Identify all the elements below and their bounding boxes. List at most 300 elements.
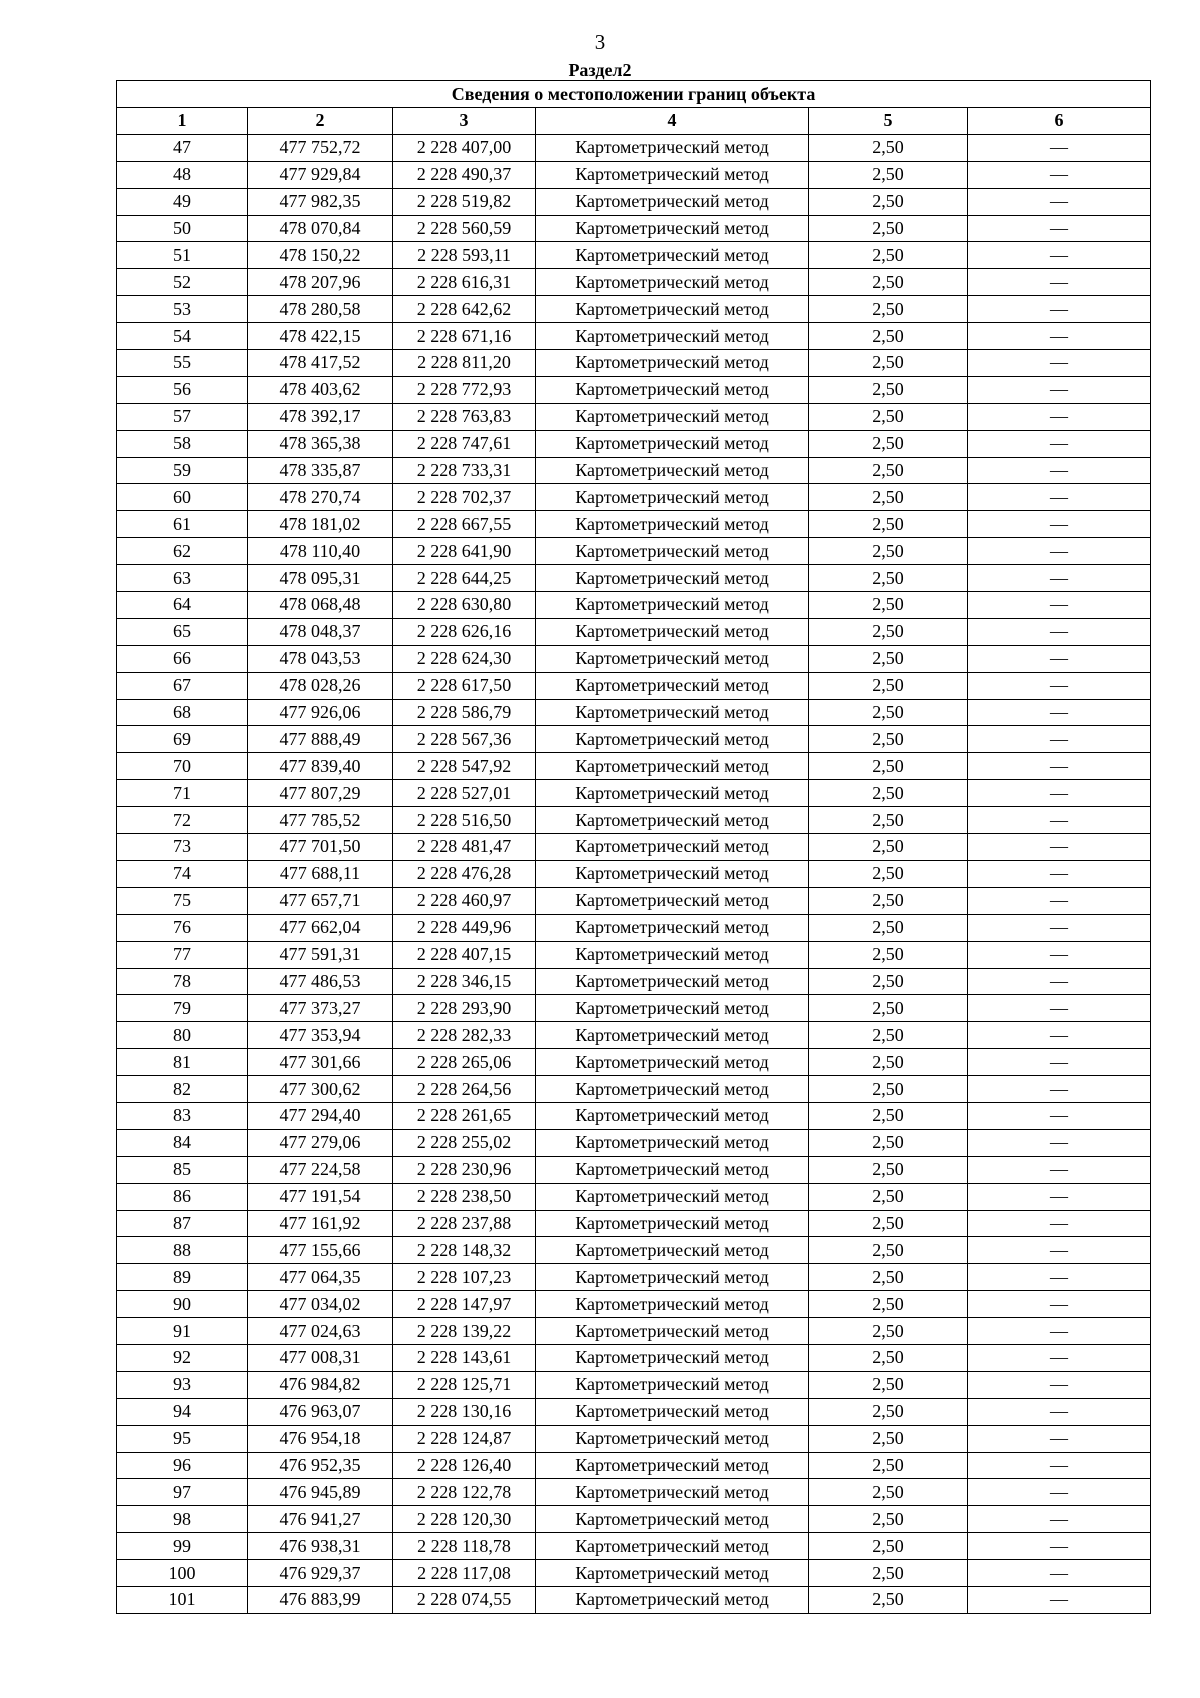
cell-method: Картометрический метод [536, 242, 809, 269]
cell-method: Картометрический метод [536, 565, 809, 592]
cell-point-number: 88 [117, 1237, 248, 1264]
cell-coord-x: 478 181,02 [248, 511, 393, 538]
table-row [117, 995, 1151, 1022]
column-header-1: 1 [117, 108, 248, 135]
cell-coord-y: 2 228 476,28 [393, 860, 536, 887]
cell-point-number: 55 [117, 350, 248, 377]
cell-coord-x: 477 301,66 [248, 1049, 393, 1076]
cell-point-number: 76 [117, 914, 248, 941]
table-row [117, 484, 1151, 511]
table-row [117, 565, 1151, 592]
cell-description: — [968, 1210, 1151, 1237]
cell-method: Картометрический метод [536, 1425, 809, 1452]
cell-description: — [968, 484, 1151, 511]
cell-accuracy: 2,50 [809, 726, 968, 753]
table-body [117, 134, 1151, 1613]
cell-method: Картометрический метод [536, 538, 809, 565]
cell-coord-y: 2 228 624,30 [393, 645, 536, 672]
cell-coord-x: 477 161,92 [248, 1210, 393, 1237]
table-row [117, 1452, 1151, 1479]
cell-coord-x: 477 034,02 [248, 1291, 393, 1318]
cell-coord-y: 2 228 644,25 [393, 565, 536, 592]
cell-accuracy: 2,50 [809, 484, 968, 511]
cell-coord-y: 2 228 641,90 [393, 538, 536, 565]
column-header-6: 6 [968, 108, 1151, 135]
cell-method: Картометрический метод [536, 1102, 809, 1129]
cell-description: — [968, 995, 1151, 1022]
cell-coord-y: 2 228 567,36 [393, 726, 536, 753]
cell-coord-x: 477 373,27 [248, 995, 393, 1022]
boundary-coordinates-table [116, 80, 1151, 1614]
cell-accuracy: 2,50 [809, 1533, 968, 1560]
column-header-4: 4 [536, 108, 809, 135]
cell-point-number: 66 [117, 645, 248, 672]
table-row [117, 780, 1151, 807]
cell-coord-y: 2 228 139,22 [393, 1318, 536, 1345]
table-row [117, 323, 1151, 350]
section-title: Раздел2 [568, 60, 632, 80]
cell-method: Картометрический метод [536, 1398, 809, 1425]
cell-coord-y: 2 228 237,88 [393, 1210, 536, 1237]
cell-point-number: 89 [117, 1264, 248, 1291]
cell-coord-y: 2 228 143,61 [393, 1344, 536, 1371]
cell-coord-x: 478 280,58 [248, 296, 393, 323]
cell-method: Картометрический метод [536, 1183, 809, 1210]
cell-description: — [968, 457, 1151, 484]
table-row [117, 726, 1151, 753]
cell-description: — [968, 1237, 1151, 1264]
cell-coord-y: 2 228 282,33 [393, 1022, 536, 1049]
cell-coord-x: 478 043,53 [248, 645, 393, 672]
cell-accuracy: 2,50 [809, 565, 968, 592]
cell-accuracy: 2,50 [809, 1425, 968, 1452]
table-row [117, 1076, 1151, 1103]
cell-method: Картометрический метод [536, 726, 809, 753]
table-row [117, 1371, 1151, 1398]
cell-method: Картометрический метод [536, 753, 809, 780]
cell-method: Картометрический метод [536, 269, 809, 296]
cell-point-number: 70 [117, 753, 248, 780]
column-header-row [117, 108, 1151, 135]
cell-coord-y: 2 228 125,71 [393, 1371, 536, 1398]
table-row [117, 1318, 1151, 1345]
table-row [117, 430, 1151, 457]
cell-method: Картометрический метод [536, 1156, 809, 1183]
cell-coord-x: 477 982,35 [248, 188, 393, 215]
cell-method: Картометрический метод [536, 1344, 809, 1371]
cell-description: — [968, 1344, 1151, 1371]
cell-point-number: 81 [117, 1049, 248, 1076]
table-row [117, 296, 1151, 323]
cell-point-number: 65 [117, 618, 248, 645]
cell-description: — [968, 1076, 1151, 1103]
table-row [117, 941, 1151, 968]
cell-coord-y: 2 228 264,56 [393, 1076, 536, 1103]
cell-accuracy: 2,50 [809, 753, 968, 780]
cell-description: — [968, 1156, 1151, 1183]
cell-coord-x: 478 095,31 [248, 565, 393, 592]
cell-coord-y: 2 228 747,61 [393, 430, 536, 457]
cell-accuracy: 2,50 [809, 1129, 968, 1156]
cell-accuracy: 2,50 [809, 780, 968, 807]
table-row [117, 161, 1151, 188]
cell-method: Картометрический метод [536, 134, 809, 161]
table-row [117, 968, 1151, 995]
cell-point-number: 49 [117, 188, 248, 215]
cell-coord-y: 2 228 346,15 [393, 968, 536, 995]
table-row [117, 511, 1151, 538]
table-row [117, 1102, 1151, 1129]
cell-point-number: 51 [117, 242, 248, 269]
cell-method: Картометрический метод [536, 323, 809, 350]
cell-point-number: 93 [117, 1371, 248, 1398]
cell-point-number: 59 [117, 457, 248, 484]
table-row [117, 1022, 1151, 1049]
cell-accuracy: 2,50 [809, 1371, 968, 1398]
cell-accuracy: 2,50 [809, 1237, 968, 1264]
cell-coord-x: 478 110,40 [248, 538, 393, 565]
cell-method: Картометрический метод [536, 1560, 809, 1587]
cell-point-number: 86 [117, 1183, 248, 1210]
table-row [117, 1479, 1151, 1506]
cell-description: — [968, 592, 1151, 619]
cell-coord-x: 476 963,07 [248, 1398, 393, 1425]
cell-coord-y: 2 228 126,40 [393, 1452, 536, 1479]
cell-coord-y: 2 228 124,87 [393, 1425, 536, 1452]
cell-coord-y: 2 228 449,96 [393, 914, 536, 941]
table-row [117, 376, 1151, 403]
cell-coord-x: 478 028,26 [248, 672, 393, 699]
cell-point-number: 91 [117, 1318, 248, 1345]
cell-accuracy: 2,50 [809, 1479, 968, 1506]
cell-point-number: 60 [117, 484, 248, 511]
cell-method: Картометрический метод [536, 1022, 809, 1049]
cell-coord-y: 2 228 490,37 [393, 161, 536, 188]
cell-description: — [968, 1291, 1151, 1318]
table-row [117, 1156, 1151, 1183]
cell-point-number: 52 [117, 269, 248, 296]
cell-method: Картометрический метод [536, 403, 809, 430]
cell-coord-x: 477 064,35 [248, 1264, 393, 1291]
cell-accuracy: 2,50 [809, 1022, 968, 1049]
cell-accuracy: 2,50 [809, 914, 968, 941]
cell-method: Картометрический метод [536, 188, 809, 215]
cell-coord-y: 2 228 407,15 [393, 941, 536, 968]
cell-description: — [968, 1506, 1151, 1533]
cell-method: Картометрический метод [536, 1586, 809, 1613]
cell-description: — [968, 188, 1151, 215]
cell-point-number: 50 [117, 215, 248, 242]
table-row [117, 350, 1151, 377]
cell-point-number: 99 [117, 1533, 248, 1560]
cell-accuracy: 2,50 [809, 403, 968, 430]
cell-description: — [968, 1533, 1151, 1560]
cell-description: — [968, 403, 1151, 430]
cell-point-number: 68 [117, 699, 248, 726]
cell-method: Картометрический метод [536, 457, 809, 484]
cell-coord-x: 476 952,35 [248, 1452, 393, 1479]
cell-accuracy: 2,50 [809, 1586, 968, 1613]
cell-method: Картометрический метод [536, 968, 809, 995]
cell-coord-y: 2 228 630,80 [393, 592, 536, 619]
cell-method: Картометрический метод [536, 1237, 809, 1264]
cell-point-number: 100 [117, 1560, 248, 1587]
cell-coord-y: 2 228 261,65 [393, 1102, 536, 1129]
cell-method: Картометрический метод [536, 484, 809, 511]
cell-coord-x: 476 945,89 [248, 1479, 393, 1506]
cell-point-number: 71 [117, 780, 248, 807]
cell-accuracy: 2,50 [809, 645, 968, 672]
cell-coord-y: 2 228 255,02 [393, 1129, 536, 1156]
cell-coord-x: 477 024,63 [248, 1318, 393, 1345]
cell-point-number: 57 [117, 403, 248, 430]
cell-point-number: 85 [117, 1156, 248, 1183]
cell-method: Картометрический метод [536, 376, 809, 403]
table-row [117, 699, 1151, 726]
cell-accuracy: 2,50 [809, 350, 968, 377]
cell-method: Картометрический метод [536, 350, 809, 377]
cell-description: — [968, 134, 1151, 161]
cell-point-number: 96 [117, 1452, 248, 1479]
cell-coord-y: 2 228 148,32 [393, 1237, 536, 1264]
cell-method: Картометрический метод [536, 1129, 809, 1156]
cell-method: Картометрический метод [536, 834, 809, 861]
cell-coord-x: 477 926,06 [248, 699, 393, 726]
cell-method: Картометрический метод [536, 511, 809, 538]
cell-description: — [968, 269, 1151, 296]
cell-description: — [968, 807, 1151, 834]
cell-method: Картометрический метод [536, 645, 809, 672]
cell-point-number: 67 [117, 672, 248, 699]
cell-coord-y: 2 228 547,92 [393, 753, 536, 780]
cell-description: — [968, 242, 1151, 269]
table-row [117, 134, 1151, 161]
cell-point-number: 94 [117, 1398, 248, 1425]
cell-coord-y: 2 228 586,79 [393, 699, 536, 726]
cell-point-number: 98 [117, 1506, 248, 1533]
cell-coord-y: 2 228 117,08 [393, 1560, 536, 1587]
cell-accuracy: 2,50 [809, 296, 968, 323]
cell-description: — [968, 215, 1151, 242]
cell-accuracy: 2,50 [809, 672, 968, 699]
cell-coord-x: 478 207,96 [248, 269, 393, 296]
cell-description: — [968, 645, 1151, 672]
cell-accuracy: 2,50 [809, 968, 968, 995]
cell-coord-y: 2 228 593,11 [393, 242, 536, 269]
cell-description: — [968, 1318, 1151, 1345]
cell-point-number: 84 [117, 1129, 248, 1156]
table-row [117, 1291, 1151, 1318]
cell-coord-x: 477 785,52 [248, 807, 393, 834]
cell-accuracy: 2,50 [809, 430, 968, 457]
cell-point-number: 101 [117, 1586, 248, 1613]
cell-coord-y: 2 228 560,59 [393, 215, 536, 242]
cell-point-number: 90 [117, 1291, 248, 1318]
table-row [117, 834, 1151, 861]
cell-method: Картометрический метод [536, 1291, 809, 1318]
cell-point-number: 83 [117, 1102, 248, 1129]
cell-description: — [968, 941, 1151, 968]
cell-accuracy: 2,50 [809, 376, 968, 403]
table-row [117, 457, 1151, 484]
table-row [117, 269, 1151, 296]
cell-coord-y: 2 228 667,55 [393, 511, 536, 538]
cell-accuracy: 2,50 [809, 1506, 968, 1533]
cell-accuracy: 2,50 [809, 1291, 968, 1318]
cell-coord-x: 478 068,48 [248, 592, 393, 619]
cell-accuracy: 2,50 [809, 269, 968, 296]
cell-method: Картометрический метод [536, 1318, 809, 1345]
cell-point-number: 69 [117, 726, 248, 753]
cell-point-number: 53 [117, 296, 248, 323]
cell-method: Картометрический метод [536, 1210, 809, 1237]
table-row [117, 1344, 1151, 1371]
table-row [117, 188, 1151, 215]
cell-method: Картометрический метод [536, 860, 809, 887]
page-number: 3 [594, 30, 606, 54]
cell-description: — [968, 834, 1151, 861]
cell-coord-x: 477 807,29 [248, 780, 393, 807]
cell-point-number: 64 [117, 592, 248, 619]
cell-accuracy: 2,50 [809, 887, 968, 914]
table-row [117, 1264, 1151, 1291]
cell-description: — [968, 1049, 1151, 1076]
cell-accuracy: 2,50 [809, 134, 968, 161]
cell-coord-y: 2 228 293,90 [393, 995, 536, 1022]
cell-coord-y: 2 228 238,50 [393, 1183, 536, 1210]
cell-description: — [968, 968, 1151, 995]
table-row [117, 1560, 1151, 1587]
cell-coord-x: 477 155,66 [248, 1237, 393, 1264]
cell-coord-x: 477 591,31 [248, 941, 393, 968]
table-row [117, 403, 1151, 430]
cell-coord-y: 2 228 265,06 [393, 1049, 536, 1076]
cell-coord-x: 478 335,87 [248, 457, 393, 484]
table-row [117, 1210, 1151, 1237]
cell-description: — [968, 1452, 1151, 1479]
cell-coord-y: 2 228 230,96 [393, 1156, 536, 1183]
cell-method: Картометрический метод [536, 1076, 809, 1103]
cell-accuracy: 2,50 [809, 511, 968, 538]
cell-coord-x: 477 279,06 [248, 1129, 393, 1156]
table-row [117, 1506, 1151, 1533]
cell-coord-y: 2 228 671,16 [393, 323, 536, 350]
cell-coord-x: 477 929,84 [248, 161, 393, 188]
cell-accuracy: 2,50 [809, 1076, 968, 1103]
cell-coord-x: 477 191,54 [248, 1183, 393, 1210]
cell-coord-y: 2 228 107,23 [393, 1264, 536, 1291]
cell-method: Картометрический метод [536, 1533, 809, 1560]
cell-method: Картометрический метод [536, 1264, 809, 1291]
cell-description: — [968, 1102, 1151, 1129]
cell-coord-x: 476 938,31 [248, 1533, 393, 1560]
table-row [117, 1398, 1151, 1425]
cell-description: — [968, 1479, 1151, 1506]
cell-coord-x: 476 941,27 [248, 1506, 393, 1533]
cell-accuracy: 2,50 [809, 807, 968, 834]
cell-description: — [968, 1183, 1151, 1210]
cell-point-number: 95 [117, 1425, 248, 1452]
cell-method: Картометрический метод [536, 887, 809, 914]
cell-description: — [968, 1425, 1151, 1452]
table-row [117, 592, 1151, 619]
cell-coord-y: 2 228 763,83 [393, 403, 536, 430]
cell-coord-x: 477 888,49 [248, 726, 393, 753]
cell-coord-y: 2 228 516,50 [393, 807, 536, 834]
cell-point-number: 48 [117, 161, 248, 188]
table-row [117, 1237, 1151, 1264]
cell-point-number: 80 [117, 1022, 248, 1049]
cell-coord-y: 2 228 519,82 [393, 188, 536, 215]
cell-description: — [968, 753, 1151, 780]
cell-method: Картометрический метод [536, 592, 809, 619]
cell-point-number: 72 [117, 807, 248, 834]
cell-method: Картометрический метод [536, 807, 809, 834]
cell-coord-x: 476 954,18 [248, 1425, 393, 1452]
cell-accuracy: 2,50 [809, 1452, 968, 1479]
cell-point-number: 75 [117, 887, 248, 914]
cell-accuracy: 2,50 [809, 1049, 968, 1076]
cell-accuracy: 2,50 [809, 995, 968, 1022]
cell-method: Картометрический метод [536, 699, 809, 726]
cell-coord-x: 478 422,15 [248, 323, 393, 350]
cell-description: — [968, 323, 1151, 350]
table-row [117, 1129, 1151, 1156]
cell-point-number: 62 [117, 538, 248, 565]
cell-accuracy: 2,50 [809, 538, 968, 565]
cell-coord-x: 477 752,72 [248, 134, 393, 161]
cell-accuracy: 2,50 [809, 1318, 968, 1345]
cell-coord-x: 477 294,40 [248, 1102, 393, 1129]
cell-coord-x: 476 883,99 [248, 1586, 393, 1613]
cell-accuracy: 2,50 [809, 1210, 968, 1237]
cell-accuracy: 2,50 [809, 941, 968, 968]
cell-description: — [968, 1586, 1151, 1613]
cell-coord-x: 478 270,74 [248, 484, 393, 511]
cell-description: — [968, 538, 1151, 565]
cell-accuracy: 2,50 [809, 1264, 968, 1291]
cell-method: Картометрический метод [536, 1506, 809, 1533]
cell-coord-x: 478 417,52 [248, 350, 393, 377]
table-row [117, 887, 1151, 914]
cell-coord-y: 2 228 733,31 [393, 457, 536, 484]
cell-point-number: 47 [117, 134, 248, 161]
cell-description: — [968, 296, 1151, 323]
cell-method: Картометрический метод [536, 161, 809, 188]
cell-coord-x: 477 353,94 [248, 1022, 393, 1049]
table-row [117, 914, 1151, 941]
cell-coord-y: 2 228 617,50 [393, 672, 536, 699]
cell-accuracy: 2,50 [809, 834, 968, 861]
cell-point-number: 97 [117, 1479, 248, 1506]
table-row [117, 807, 1151, 834]
cell-point-number: 87 [117, 1210, 248, 1237]
cell-coord-y: 2 228 527,01 [393, 780, 536, 807]
cell-description: — [968, 1560, 1151, 1587]
cell-coord-x: 477 688,11 [248, 860, 393, 887]
cell-accuracy: 2,50 [809, 699, 968, 726]
cell-description: — [968, 1371, 1151, 1398]
table-caption: Сведения о местоположении границ объекта [117, 81, 1151, 108]
cell-accuracy: 2,50 [809, 323, 968, 350]
cell-coord-y: 2 228 702,37 [393, 484, 536, 511]
cell-method: Картометрический метод [536, 430, 809, 457]
table-row [117, 645, 1151, 672]
cell-description: — [968, 161, 1151, 188]
cell-coord-x: 477 657,71 [248, 887, 393, 914]
cell-accuracy: 2,50 [809, 1183, 968, 1210]
cell-description: — [968, 1264, 1151, 1291]
